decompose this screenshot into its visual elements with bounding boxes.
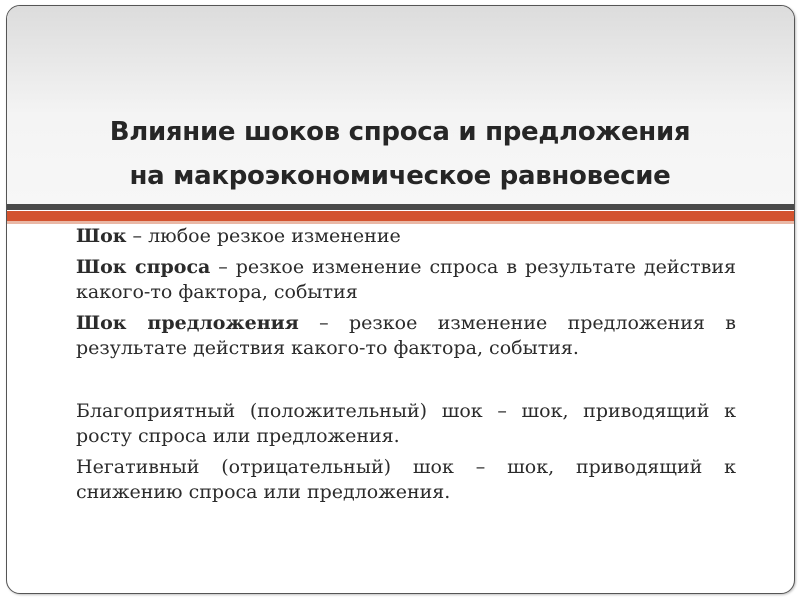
- definition-term: Шок: [76, 225, 127, 247]
- definition-text: – резкое изменение спроса в результате действия какого-то фактора, события: [76, 256, 736, 303]
- definition-term: Шок спроса: [76, 256, 211, 278]
- slide-body: [76, 224, 736, 511]
- definition-supply-shock: [76, 311, 736, 361]
- definition-term: Шок предложения: [76, 312, 299, 334]
- title-divider-accent: [7, 211, 794, 221]
- slide-title: [0, 110, 800, 198]
- slide-title-line-2: на макроэкономическое равновесие: [129, 161, 671, 191]
- definition-text: – резкое изменение предложения в результате действия какого-то фактора, события.: [76, 312, 736, 359]
- definition-shock: [76, 224, 736, 249]
- definition-negative-shock: Негативный (отрицательный) шок – шок, приводящий к снижению спроса или предложения.: [76, 456, 736, 503]
- definition-text: – любое резкое изменение: [126, 225, 401, 247]
- definition-positive-shock: Благоприятный (положительный) шок – шок, приводящий к росту спроса или предложения.: [76, 400, 736, 447]
- slide-title-line-1: Влияние шоков спроса и предложения: [109, 117, 691, 147]
- title-divider-dark: [7, 204, 794, 210]
- definition-demand-shock: [76, 255, 736, 305]
- paragraph-spacer: [76, 367, 736, 399]
